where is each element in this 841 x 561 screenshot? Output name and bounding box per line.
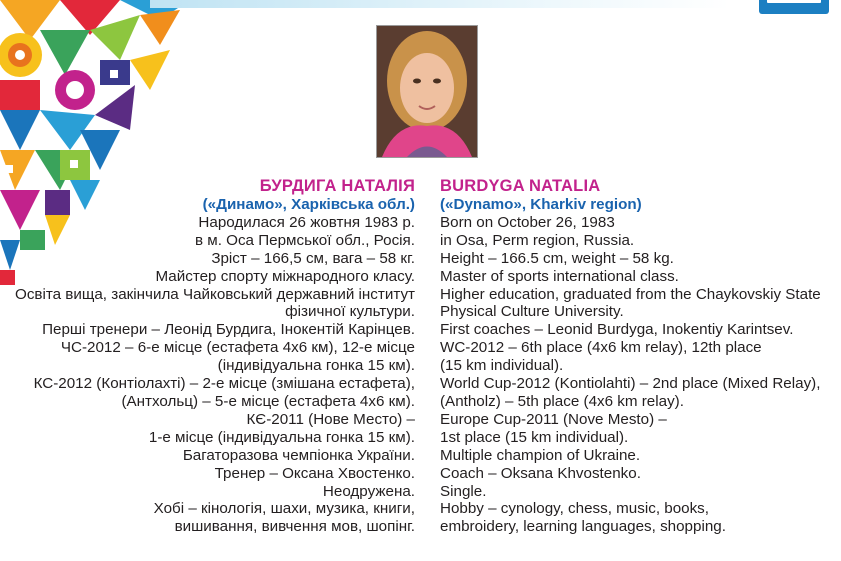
bio-line: Height – 166.5 cm, weight – 58 kg. <box>440 249 674 267</box>
nav-button[interactable] <box>759 0 829 14</box>
profile-english <box>440 177 821 536</box>
bio-line: WC-2012 – 6th place (4x6 km relay), 12th place <box>440 339 762 357</box>
bio-line: (15 km individual). <box>440 357 564 375</box>
bio-line: Зріст – 166,5 см, вага – 58 кг. <box>211 249 415 267</box>
bio-line: Перші тренери – Леонід Бурдига, Інокентій Карінцев. <box>42 321 415 339</box>
bio-line: вишивання, вивчення мов, шопінг. <box>174 518 415 536</box>
bio-line: Освіта вища, закінчила Чайковський державний інститут <box>15 285 415 303</box>
profile-ukrainian <box>15 177 415 536</box>
bio-line: in Osa, Perm region, Russia. <box>440 231 635 249</box>
athlete-name-uk: БУРДИГА НАТАЛІЯ <box>259 177 415 195</box>
bio-line: Народилася 26 жовтня 1983 р. <box>198 213 415 231</box>
bio-line: Неодружена. <box>322 482 415 500</box>
bio-line: Хобі – кінологія, шахи, музика, книги, <box>153 500 415 518</box>
bio-line: Coach – Oksana Khvostenko. <box>440 464 641 482</box>
bio-line: Multiple champion of Ukraine. <box>440 446 641 464</box>
bio-line: World Cup-2012 (Kontiolahti) – 2nd place (Mixed Relay), <box>440 375 821 393</box>
bio-line: Born on October 26, 1983 <box>440 213 615 231</box>
bio-line: Багаторазова чемпіонка України. <box>182 446 415 464</box>
top-header-band <box>150 0 730 8</box>
bio-line: КС-2012 (Контіолахті) – 2-е місце (змішана естафета), <box>33 375 415 393</box>
bio-line: (індивідуальна гонка 15 км). <box>217 357 415 375</box>
club-en: («Dynamo», Kharkiv region) <box>440 196 642 213</box>
athlete-name-en: BURDYGA NATALIA <box>440 177 601 195</box>
bio-line: Тренер – Оксана Хвостенко. <box>214 464 415 482</box>
bio-line: embroidery, learning languages, shopping. <box>440 518 726 536</box>
bio-line: Hobby – cynology, chess, music, books, <box>440 500 709 518</box>
bio-line: Higher education, graduated from the Chaykovskiy State <box>440 285 821 303</box>
bio-line: Single. <box>440 482 487 500</box>
bio-line: 1-е місце (індивідуальна гонка 15 км). <box>148 428 415 446</box>
bio-line: ЧС-2012 – 6-е місце (естафета 4х6 км), 12-е місце <box>60 339 415 357</box>
bio-line: Europe Cup-2011 (Nove Mesto) – <box>440 410 667 428</box>
bio-line: Master of sports international class. <box>440 267 679 285</box>
bio-line: Майстер спорту міжнародного класу. <box>155 267 415 285</box>
athlete-photo <box>376 25 478 158</box>
bio-line: КЄ-2011 (Нове Место) – <box>246 410 415 428</box>
bio-line: (Антхольц) – 5-е місце (естафета 4х6 км). <box>121 392 415 410</box>
bio-line: 1st place (15 km individual). <box>440 428 629 446</box>
bio-line: фізичної культури. <box>285 303 415 321</box>
bio-line: First coaches – Leonid Burdyga, Inokentiy Karintsev. <box>440 321 794 339</box>
bio-line: (Antholz) – 5th place (4x6 km relay). <box>440 392 684 410</box>
bio-line: в м. Оса Пермської обл., Росія. <box>194 231 415 249</box>
bio-line: Physical Culture University. <box>440 303 624 321</box>
club-uk: («Динамо», Харківська обл.) <box>202 196 415 213</box>
